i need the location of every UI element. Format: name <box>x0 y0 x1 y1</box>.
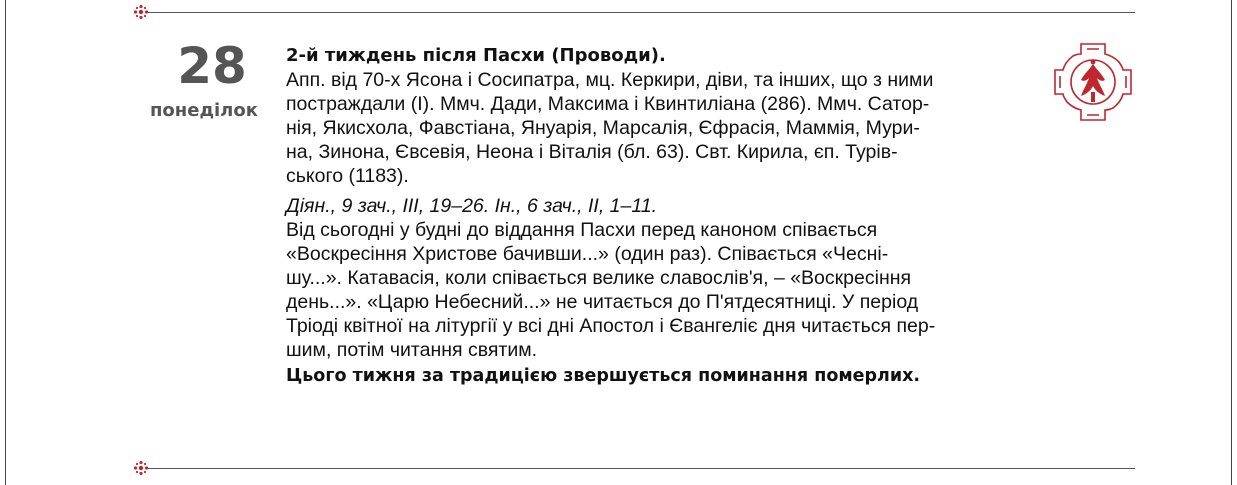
rubric-line: Від сьогодні у будні до віддання Пасхи перед каноном співається <box>286 219 878 241</box>
ornament-icon <box>133 4 149 20</box>
bottom-divider <box>148 468 1135 469</box>
rubric-line: шу...». Катавасія, коли співається велике славослів'я, – «Воскресіння <box>286 267 912 289</box>
saints-line: Апп. від 70-х Ясона і Сосипатра, мц. Керкири, діви, та інших, що з ними <box>286 69 934 91</box>
saints-line: постраждали (І). Ммч. Дади, Максима і Квинтиліана (286). Ммч. Сатор- <box>286 93 930 115</box>
cross-icon <box>1051 40 1135 124</box>
entry-title: 2-й тиждень після Пасхи (Проводи). <box>286 45 666 66</box>
rubric-line: Тріоді квітної на літургії у всі дні Апостол і Євангеліє дня читається пер- <box>286 315 936 337</box>
memorial-note: Цього тижня за традицією звершується поминання померлих. <box>286 366 921 386</box>
weekday-label: понеділок <box>150 100 258 121</box>
scripture-readings: Діян., 9 зач., ІІІ, 19–26. Ін., 6 зач., ІІ, 1–11. <box>286 195 658 217</box>
saints-list <box>286 68 1048 188</box>
rubric-line: «Воскресіння Христове бачивши...» (один раз). Співається «Чесні- <box>286 243 889 265</box>
rubric-line: шим, потім читання святим. <box>286 339 538 361</box>
top-divider <box>148 12 1135 13</box>
day-number: 28 <box>177 37 247 95</box>
rubric-line: день...». «Царю Небесний...» не читається до П'ятдесятниці. У період <box>286 291 919 313</box>
calendar-entry <box>286 44 1048 388</box>
ornament-icon <box>133 460 149 476</box>
saints-line: ського (1183). <box>286 165 409 187</box>
liturgical-rubric <box>286 218 1048 362</box>
saints-line: на, Зинона, Євсевія, Неона і Віталія (бл. 63). Свт. Кирила, єп. Турів- <box>286 141 898 163</box>
saints-line: нія, Якисхола, Фавстіана, Януарія, Марсалія, Єфрасія, Маммія, Мури- <box>286 117 920 139</box>
